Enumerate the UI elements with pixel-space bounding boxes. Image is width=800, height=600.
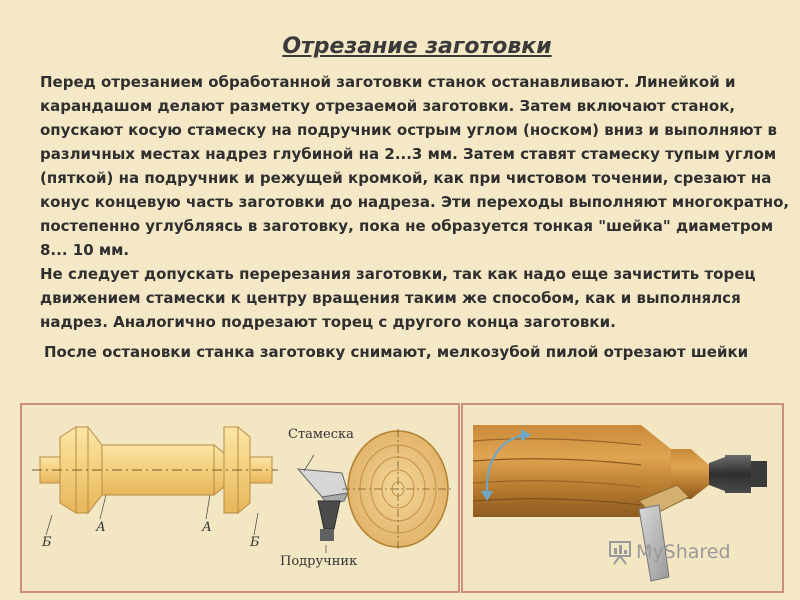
body-text [40,70,790,364]
label-chisel: Стамеска [288,427,354,442]
label-b-left: Б [42,535,52,550]
page-title: Отрезание заготовки [282,34,552,59]
marking-diagram-drawing [22,405,458,591]
presentation-icon [608,540,634,566]
label-b-right: Б [250,535,260,550]
label-a-right: А [202,520,212,535]
watermark-text: MyShared [636,541,731,563]
paragraph-3: После остановки станка заготовку снимают, мелкозубой пилой отрезают шейки [44,343,749,361]
figure-marking-diagram [20,403,460,593]
paragraph-2: Не следует допускать перерезания заготовки, так как надо еще зачистить торец движением стамески к центру вращения таким же способом, как и выполнялся надрез. Аналогично подрезают торец с другого конца заготовки. [40,265,756,331]
paragraph-1: Перед отрезанием обработанной заготовки станок останавливают. Линейкой и карандашом делают разметку отрезаемой заготовки. Затем включают станок, опускают косую стамеску на подручник острым углом (носком) вниз и выполняют в различных местах надрез глубиной на 2...3 мм. Затем ставят стамеску тупым углом (пяткой) на подручник и режущей кромкой, как при чистовом точении, срезают на конус концевую часть заготовки до надреза. Эти переходы выполняют многократно, постепенно углубляясь в заготовку, пока не образуется тонкая "шейка" диаметром 8... 10 мм. [40,73,790,259]
label-tool-rest: Подручник [280,554,358,569]
label-a-left: А [96,520,106,535]
